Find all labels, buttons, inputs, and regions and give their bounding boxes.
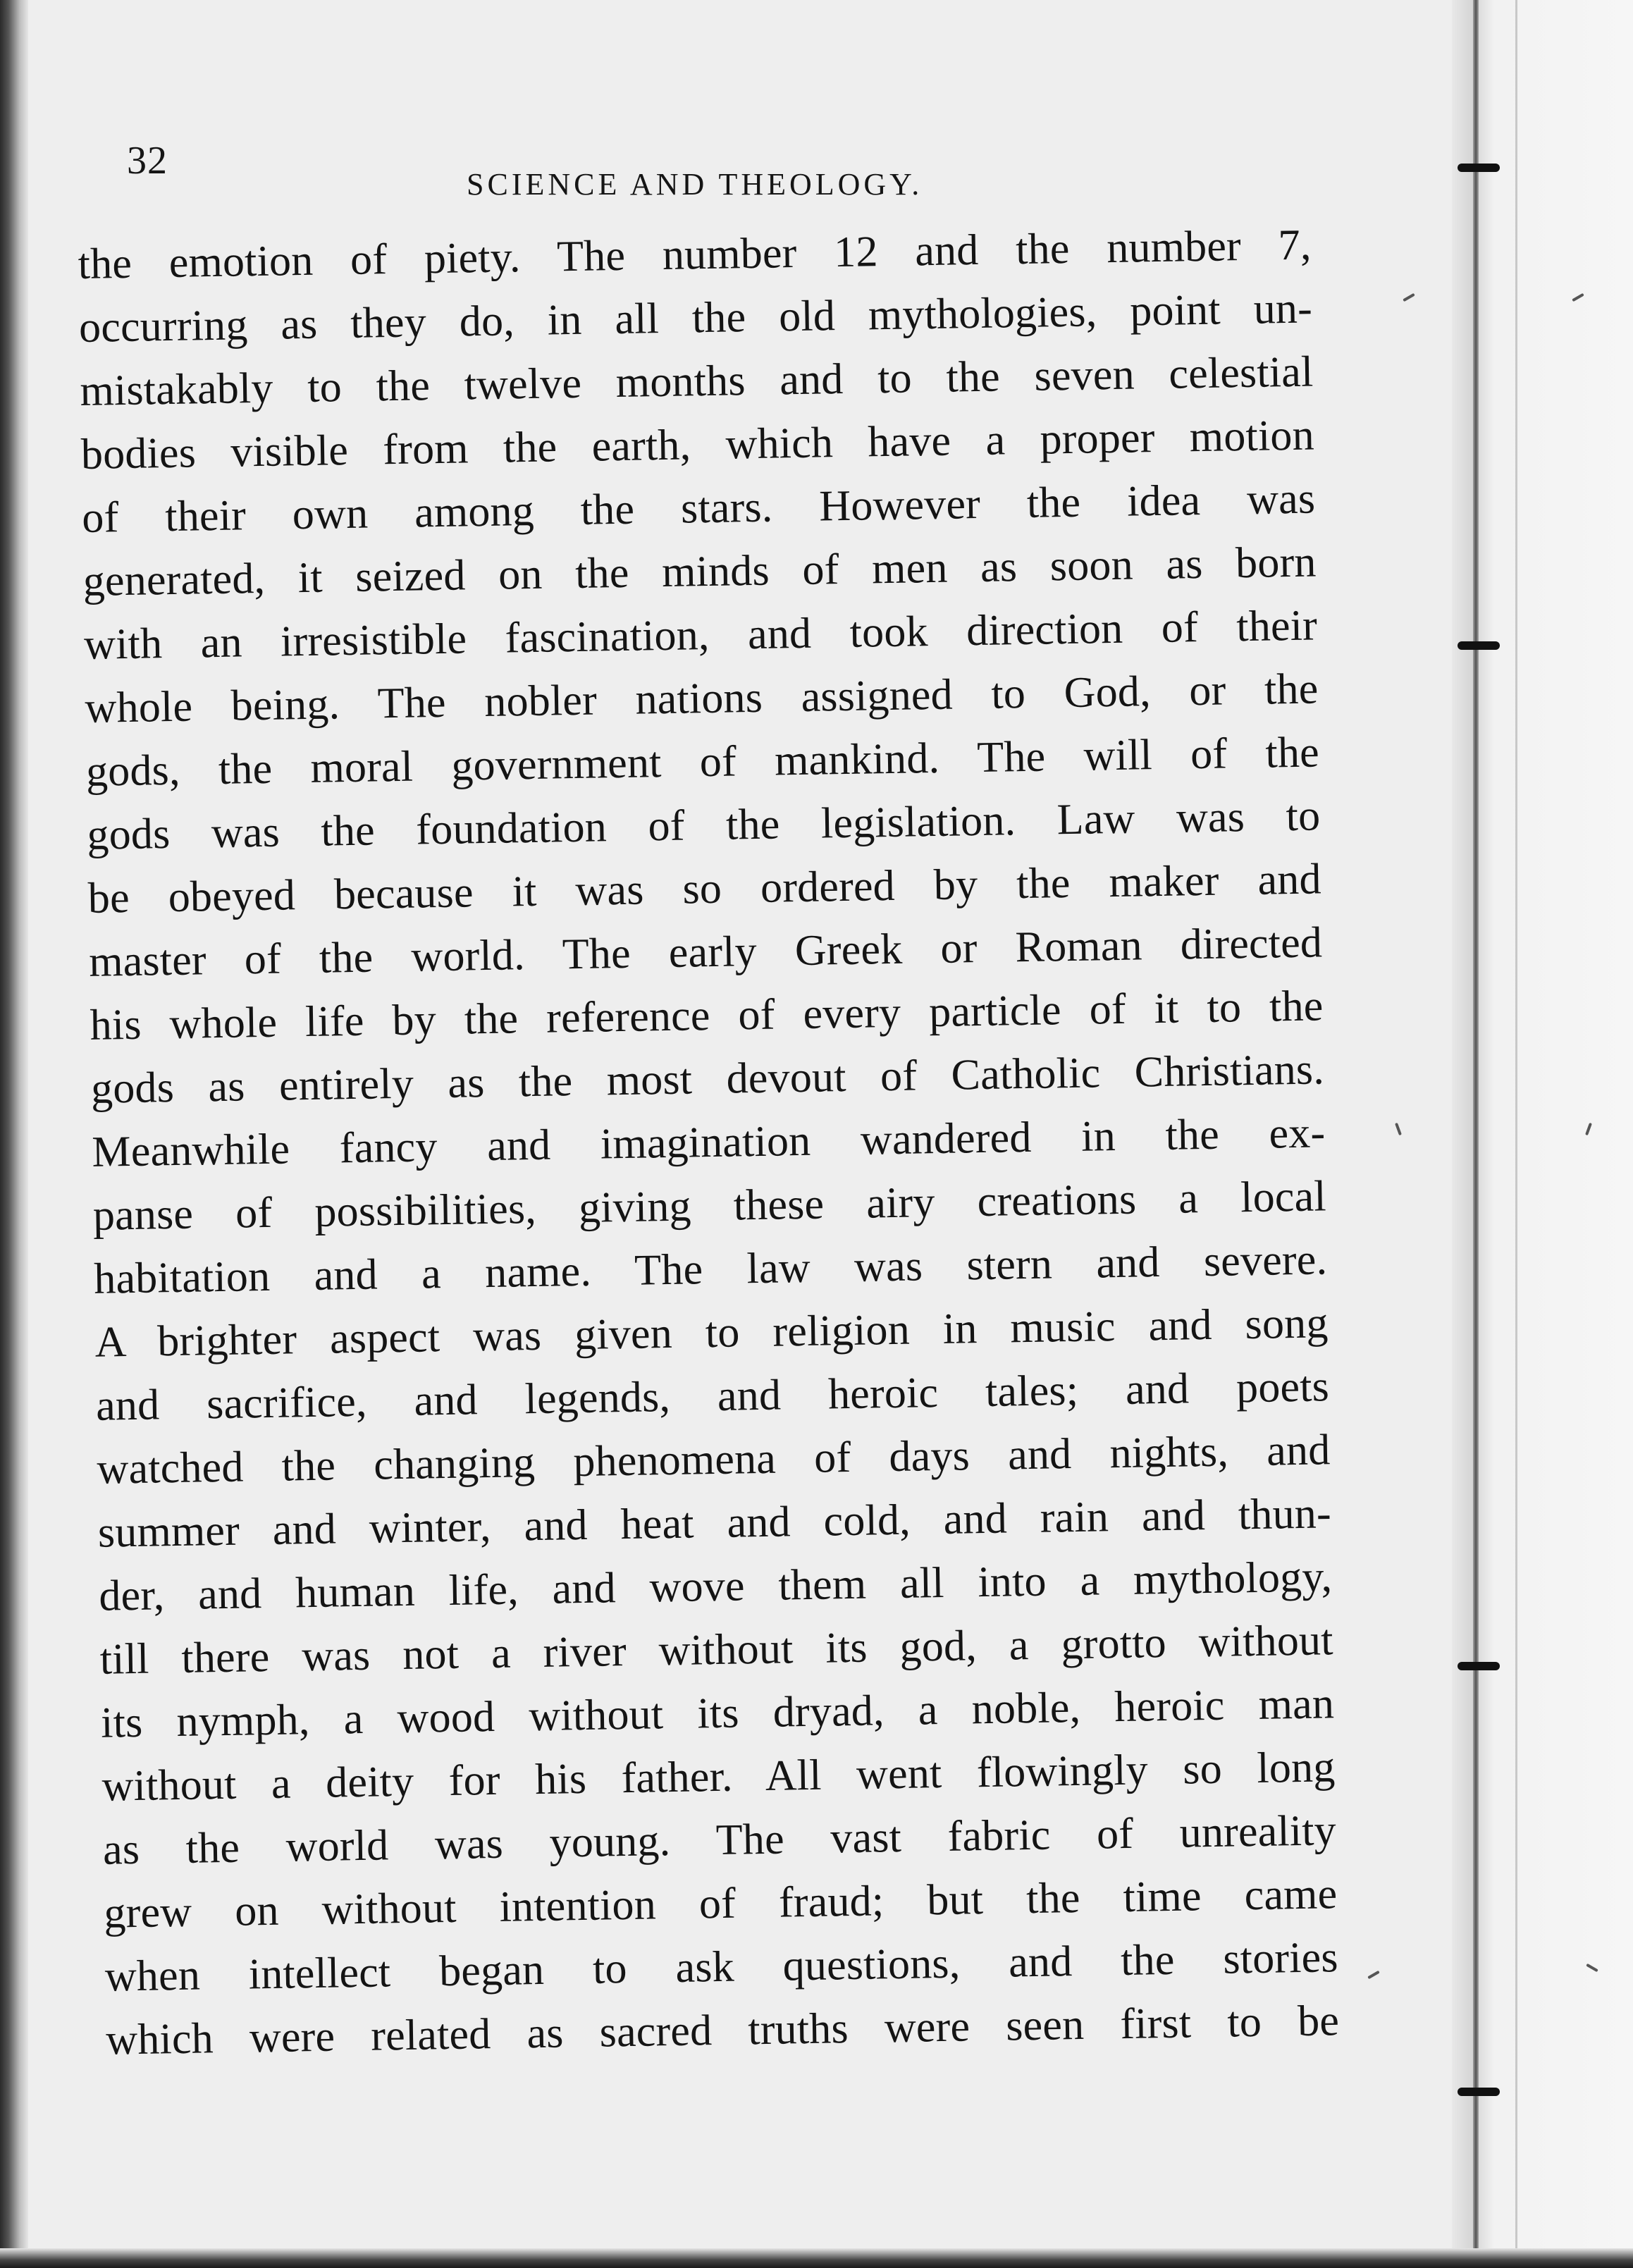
text-line: mistakably to the twelve months and to the seven celestial <box>80 347 1314 415</box>
binding-edge-inner <box>1515 0 1517 2248</box>
book-gutter <box>1452 0 1633 2248</box>
text-line: gods was the foundation of the legislation. Law was to <box>86 791 1321 859</box>
text-line: as the world was young. The vast fabric of unreality <box>102 1806 1337 1874</box>
binding-thread-mark <box>1458 2088 1500 2096</box>
text-line: whole being. The nobler nations assigned to God, or the <box>85 665 1319 732</box>
text-line: master of the world. The early Greek or Roman directed <box>88 918 1323 986</box>
text-line: the emotion of piety. The number 12 and the number 7, <box>78 221 1312 288</box>
binding-thread-mark <box>1458 641 1500 650</box>
binding-thread-mark <box>1458 1662 1500 1670</box>
text-line: gods, the moral government of mankind. The will of the <box>85 728 1320 796</box>
text-line: till there was not a river without its god, a grotto without <box>99 1616 1334 1684</box>
page-number: 32 <box>127 139 168 183</box>
running-head: SCIENCE AND THEOLOGY. <box>467 167 923 202</box>
text-line: and sacrifice, and legends, and heroic tales; and poets <box>95 1362 1330 1430</box>
text-line: without a deity for his father. All went flowingly so long <box>101 1743 1336 1811</box>
text-line: grew on without intention of fraud; but the time came <box>103 1870 1338 1937</box>
text-line: its nymph, a wood without its dryad, a noble, heroic man <box>100 1680 1335 1747</box>
text-line: Meanwhile fancy and imagination wandered in the ex- <box>91 1109 1326 1176</box>
text-line: occurring as they do, in all the old mythologies, point un- <box>78 284 1313 352</box>
text-line: bodies visible from the earth, which have a proper motion <box>80 411 1315 479</box>
text-line: der, and human life, and wove them all into a mythology, <box>98 1553 1333 1620</box>
binding-edge <box>1473 0 1479 2248</box>
text-line: of their own among the stars. However the idea was <box>81 474 1316 542</box>
text-line: A brighter aspect was given to religion in music and song <box>94 1299 1329 1367</box>
text-line: summer and winter, and heat and cold, and rain and thun- <box>97 1489 1332 1557</box>
text-line: his whole life by the reference of every particle of it to the <box>90 982 1324 1049</box>
text-line: when intellect began to ask questions, and the stories <box>104 1933 1339 2001</box>
text-line: be obeyed because it was so ordered by the maker and <box>87 855 1322 923</box>
text-line: habitation and a name. The law was stern and severe. <box>93 1235 1328 1303</box>
body-text <box>78 214 1340 2072</box>
text-line: gods as entirely as the most devout of Catholic Christians. <box>90 1045 1325 1113</box>
text-line: which were related as sacred truths were seen first to be <box>105 1997 1340 2064</box>
text-line: generated, it seized on the minds of men as soon as born <box>82 538 1317 605</box>
text-line: watched the changing phenomena of days and nights, and <box>97 1426 1331 1493</box>
text-line: with an irresistible fascination, and took direction of their <box>83 601 1318 669</box>
binding-thread-mark <box>1458 164 1500 172</box>
text-line: panse of possibilities, giving these airy creations a local <box>92 1172 1327 1240</box>
scan-left-edge <box>0 0 28 2268</box>
scan-bottom-edge <box>0 2248 1633 2268</box>
